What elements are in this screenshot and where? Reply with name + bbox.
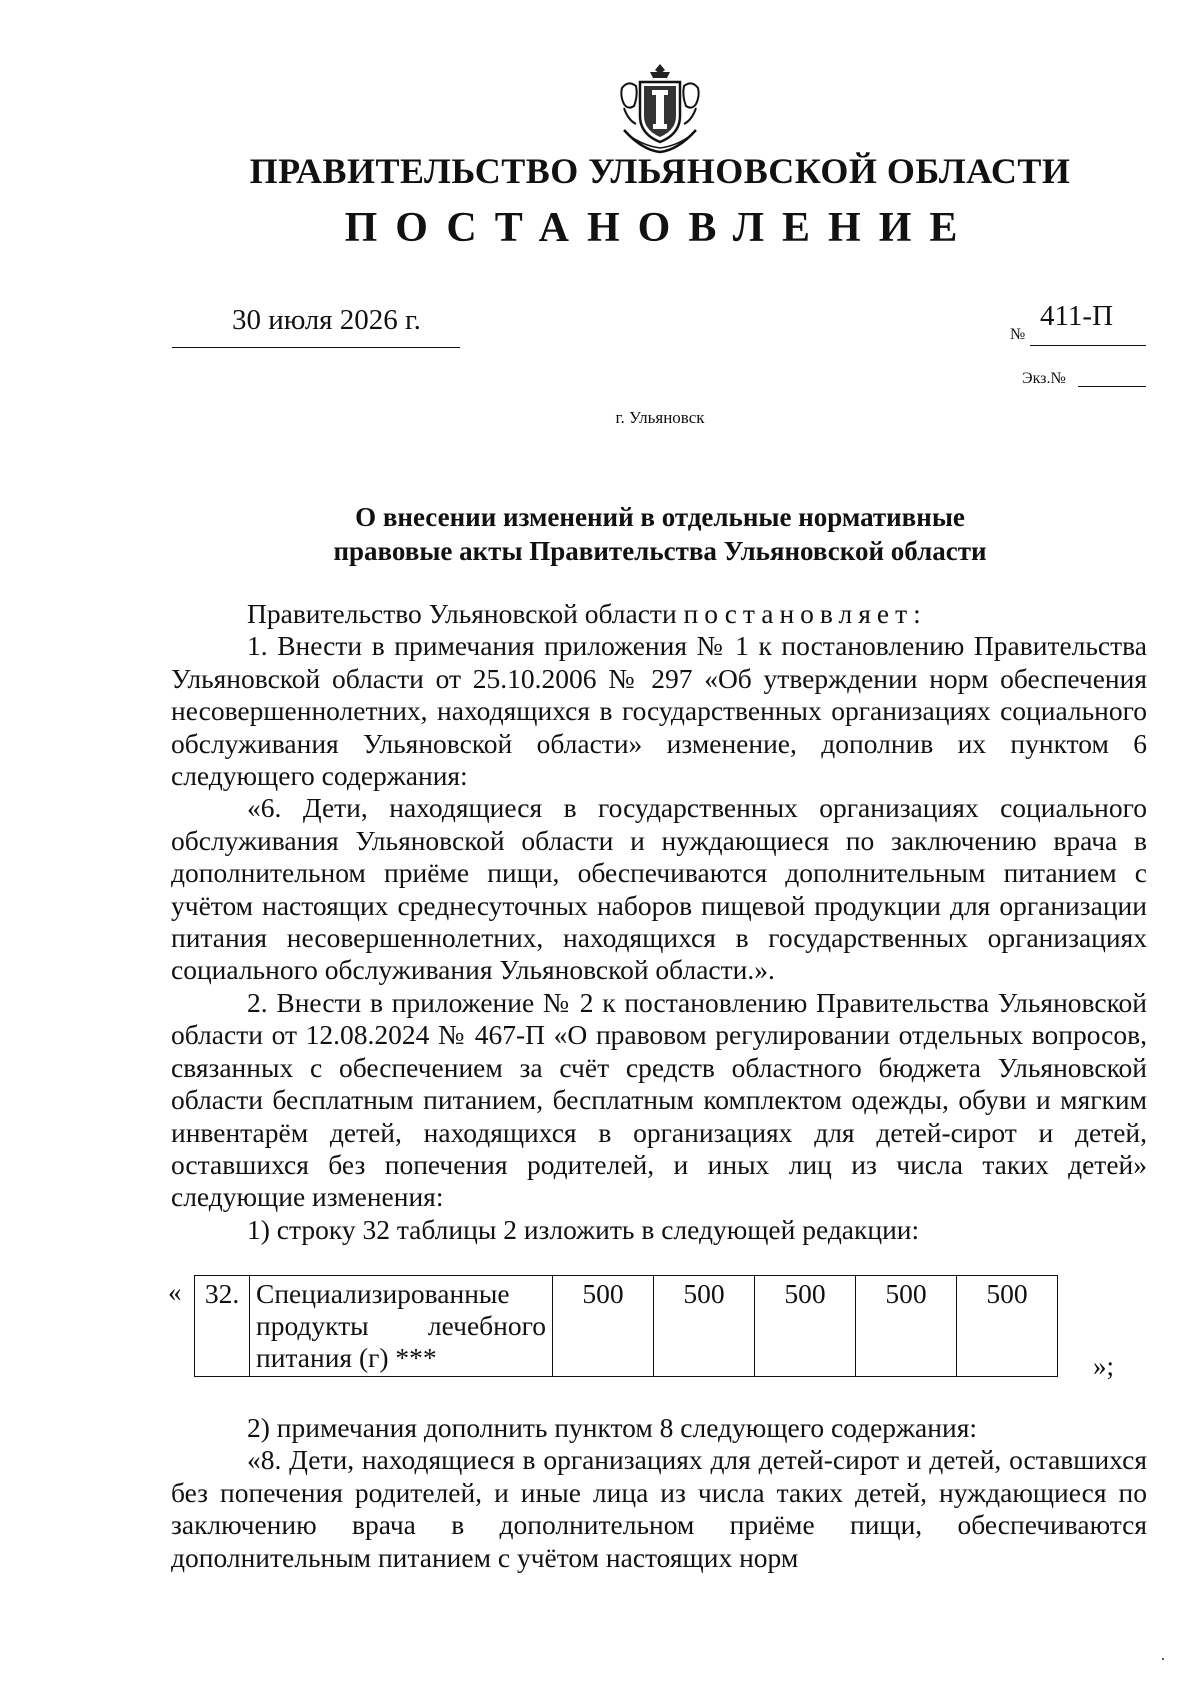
document-type-title: ПОСТАНОВЛЕНИЕ <box>344 205 976 251</box>
copy-number-underline <box>1078 386 1146 387</box>
government-title: ПРАВИТЕЛЬСТВО УЛЬЯНОВСКОЙ ОБЛАСТИ <box>249 151 1071 191</box>
row-name-line-1: Специализированные <box>256 1278 510 1309</box>
row-name-cell <box>250 1276 553 1377</box>
paragraph-1: 1. Внести в примечания приложения № 1 к постановлению Правительства Ульяновской области от 25.10.2006 № 297 «Об утверждении норм обеспечения несовершеннолетних, находящихся в государственных организациях социального обслуживания Ульяновской области» изменение, дополнив их пунктом 6 следующего содержания: <box>171 630 1147 792</box>
coat-of-arms-emblem <box>610 58 710 158</box>
amended-table-row <box>194 1275 1058 1377</box>
table-row <box>195 1276 1058 1377</box>
paragraph-2-item-2-quote: «8. Дети, находящиеся в организациях для детей-сирот и детей, оставшихся без попечения родителей, и иные лица из числа таких детей, нуждающиеся по заключению врача в дополнительном приёме пищи, обеспечиваются дополнительным питанием с учётом настоящих норм <box>171 1444 1147 1573</box>
row-number-cell: 32. <box>195 1276 250 1377</box>
row-name-line-3: питания (г) *** <box>256 1342 437 1373</box>
row-value-cell: 500 <box>957 1276 1058 1377</box>
row-value-cell: 500 <box>755 1276 856 1377</box>
subject-line-2: правовые акты Правительства Ульяновской области <box>333 536 987 566</box>
number-sign: № <box>1010 326 1026 343</box>
document-subject <box>0 500 1200 568</box>
table-row-block <box>168 1275 1168 1380</box>
paragraph-2-item-2: 2) примечания дополнить пунктом 8 следующего содержания: <box>247 1412 977 1443</box>
row-value-cell: 500 <box>553 1276 654 1377</box>
document-date: 30 июля 2026 г. <box>232 304 421 336</box>
copy-number-label: Экз.№ <box>1022 370 1066 387</box>
paragraph-2-item-1: 1) строку 32 таблицы 2 изложить в следующей редакции: <box>247 1213 920 1245</box>
document-body <box>171 598 1147 1246</box>
preamble-text: Правительство Ульяновской области <box>247 598 684 629</box>
row-name-line-2 <box>256 1310 546 1342</box>
table-close-quote: »; <box>1093 1351 1115 1381</box>
table-open-quote: « <box>168 1277 182 1307</box>
row-value-cell: 500 <box>654 1276 755 1377</box>
document-body-continued <box>171 1412 1147 1574</box>
paragraph-2: 2. Внести в приложение № 2 к постановлению Правительства Ульяновской области от 12.08.2024 № 467-П «О правовом регулировании отдельных вопросов, связанных с обеспечением за счёт средств областного бюджета Ульяновской области бесплатным питанием, бесплатным комплектом одежды, обуви и мягким инвентарём детей, находящихся в организациях для детей-сирот и детей, оставшихся без попечения родителей, и иных лиц из числа таких детей» следующие изменения: <box>171 986 1147 1213</box>
row-value-cell: 500 <box>856 1276 957 1377</box>
preamble-colon: : <box>913 598 921 629</box>
paragraph-1-quote: «6. Дети, находящиеся в государственных организациях социального обслуживания Ульяновской области и нуждающиеся по заключению врача в дополнительном приёме пищи, обеспечиваются дополнительным питанием с учётом настоящих среднесуточных наборов пищевой продукции для организации питания несовершеннолетних, находящихся в государственных организациях социального обслуживания Ульяновской области.». <box>171 792 1147 986</box>
row-name-word-a: продукты <box>256 1310 369 1341</box>
scan-speck <box>1162 1658 1164 1660</box>
number-underline <box>1030 345 1146 346</box>
document-number: 411-П <box>1040 300 1114 332</box>
date-underline <box>172 347 460 348</box>
row-name-word-b: лечебного <box>427 1310 546 1341</box>
preamble-verb: постановляет <box>683 598 914 629</box>
city-name: г. Ульяновск <box>615 408 705 427</box>
subject-line-1: О внесении изменений в отдельные нормативные <box>355 502 965 532</box>
preamble <box>171 598 1147 630</box>
